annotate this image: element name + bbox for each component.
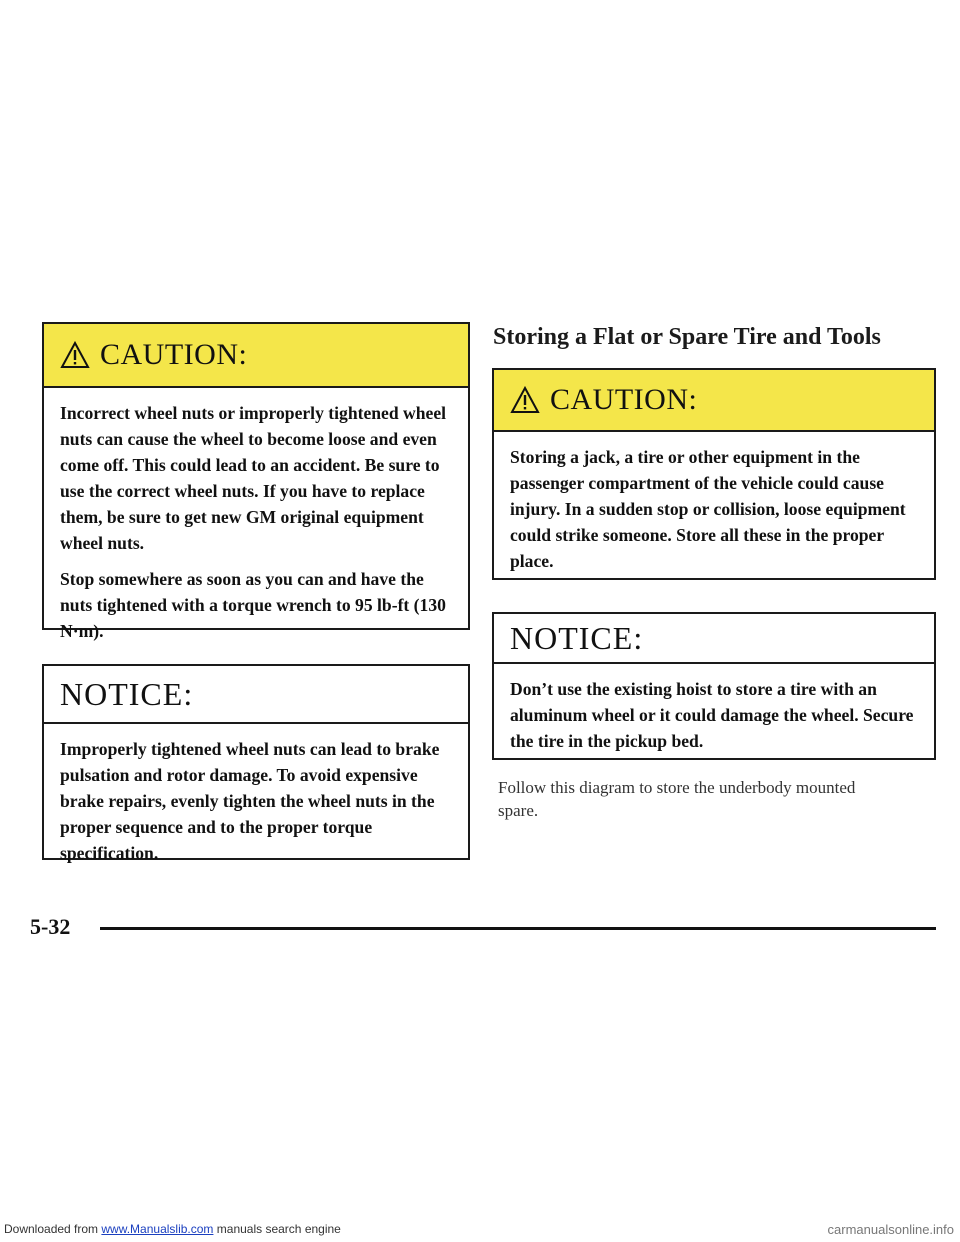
notice-header [494, 614, 934, 664]
manualslib-link[interactable]: www.Manualslib.com [101, 1222, 214, 1236]
notice-label: NOTICE: [60, 675, 194, 712]
follow-diagram-text: Follow this diagram to store the underbody mounted spare. [498, 778, 856, 820]
caution-body [44, 388, 468, 664]
left-notice-box [42, 664, 470, 863]
footer-prefix: Downloaded from [4, 1222, 102, 1236]
notice-header [44, 666, 468, 724]
caution-label: CAUTION: [100, 338, 248, 371]
caution-paragraph-1: Incorrect wheel nuts or improperly tightened wheel nuts can cause the wheel to become loose and even come off. This could lead to an accident. Be sure to use the correct wheel nuts. If you have to replace them, be sure to get new GM original equipment wheel nuts. [60, 403, 447, 553]
footer-suffix: manuals search engine [213, 1222, 341, 1236]
caution-header [44, 324, 468, 388]
caution-paragraph: Storing a jack, a tire or other equipment in the passenger compartment of the vehicle could cause injury. In a sudden stop or collision, loose equipment could strike someone. Store all these in the proper place. [510, 447, 906, 571]
download-footer [0, 1216, 960, 1242]
caution-paragraph-2: Stop somewhere as soon as you can and have the nuts tightened with a torque wrench to 95 lb-ft (130 N·m). [60, 569, 446, 641]
caution-label: CAUTION: [550, 383, 698, 416]
notice-body [44, 724, 468, 886]
notice-paragraph: Improperly tightened wheel nuts can lead to brake pulsation and rotor damage. To avoid expensive brake repairs, evenly tighten the wheel nuts in the proper sequence and to the proper torque specification. [60, 739, 440, 863]
watermark-text: carmanualsonline.info [827, 1222, 954, 1237]
warning-triangle-icon [60, 341, 90, 369]
right-notice-box [492, 612, 936, 760]
caution-header [494, 370, 934, 432]
notice-label: NOTICE: [510, 619, 644, 656]
notice-body [494, 664, 934, 774]
caution-body [494, 432, 934, 594]
left-caution-box [42, 322, 470, 641]
page-number: 5-32 [30, 914, 71, 939]
right-caution-box [492, 368, 936, 580]
footer-left [4, 1222, 341, 1236]
page-rule [100, 927, 936, 930]
notice-paragraph: Don’t use the existing hoist to store a tire with an aluminum wheel or it could damage the wheel. Secure the tire in the pickup bed. [510, 679, 914, 751]
section-heading: Storing a Flat or Spare Tire and Tools [493, 324, 881, 350]
warning-triangle-icon [510, 386, 540, 414]
